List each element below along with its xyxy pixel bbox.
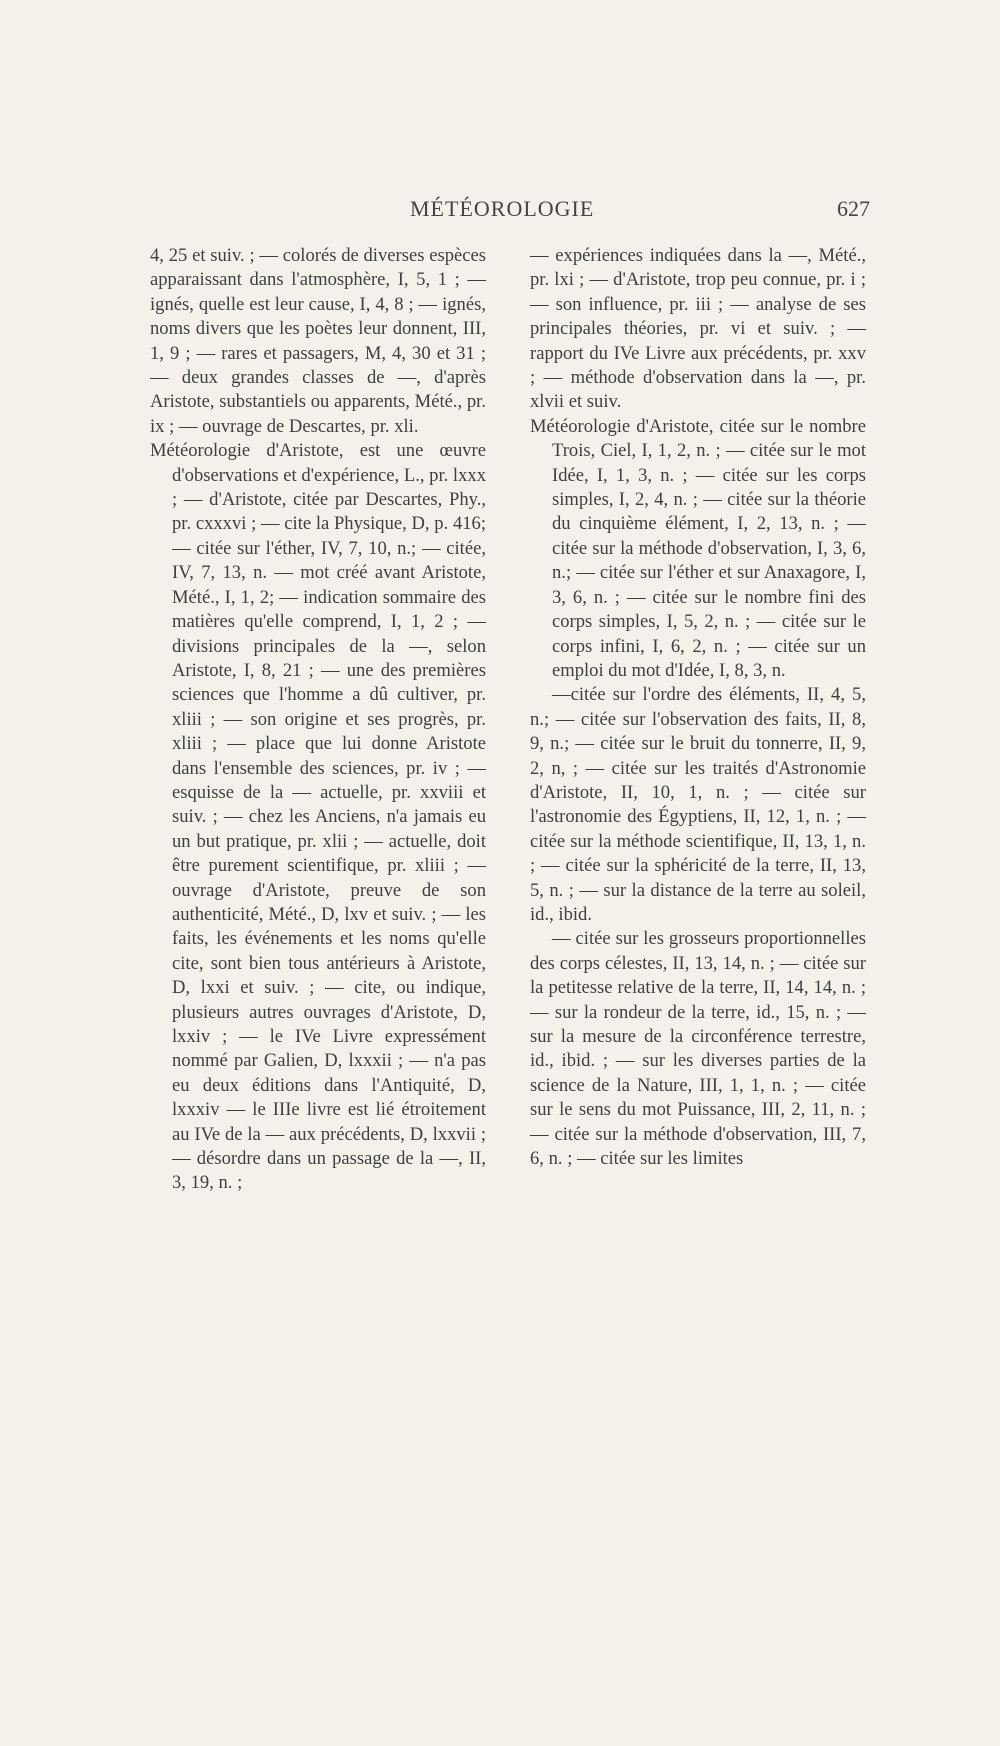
- index-entry-continuation: — expériences indiquées dans la —, Mété., pr. lxi ; — d'Aristote, trop peu connue, pr. i ; — son influence, pr. iii ; — analyse de ses principales théories, pr. vi et suiv. ; — rapport du IVe Livre aux précédents, pr. xxv ; — méthode d'observation dans la —, pr. xlvii et suiv.: [530, 245, 866, 413]
- index-entry-meteorologie-aristote-ciel: Météorologie d'Aristote, citée sur le nombre Trois, Ciel, I, 1, 2, n. ; — citée sur le mot Idée, I, 1, 3, n. ; — citée sur les corps simples, I, 2, 4, n. ; — citée sur la théorie du cinquième élément, I, 2, 13, n. ; — citée sur la méthode d'observation, I, 3, 6, n.; — citée sur l'éther et sur Anaxagore, I, 3, 6, n. ; — citée sur le nombre fini des corps simples, I, 5, 2, n. ; — citée sur le corps infini, I, 6, 2, n. ; — citée sur un emploi du mot d'Idée, I, 8, 3, n.: [530, 415, 866, 681]
- right-column: [530, 244, 866, 1171]
- page-title: MÉTÉOROLOGIE: [410, 196, 595, 221]
- index-entry-meteorologie-aristote: Météorologie d'Aristote, est une œuvre d'observations et d'expérience, L., pr. lxxx ; — d'Aristote, citée par Descartes, Phy., pr. cxxxvi ; — cite la Physique, D, p. 416; — citée sur l'éther, IV, 7, 10, n.; — citée, IV, 7, 13, n. — mot créé avant Aristote, Mété., I, 1, 2; — indication sommaire des matières qu'elle comprend, I, 1, 2 ; — divisions principales de la —, selon Aristote, I, 8, 21 ; — une des premières sciences que l'homme a dû cultiver, pr. xliii ; — son origine et ses progrès, pr. xliii ; — place que lui donne Aristote dans l'ensemble des sciences, pr. iv ; — esquisse de la — actuelle, pr. xxviii et suiv. ; — chez les Anciens, n'a jamais eu un but pratique, pr. xlii ; — actuelle, doit être purement scientifique, pr. xliii ; — ouvrage d'Aristote, preuve de son authenticité, Mété., D, lxv et suiv. ; — les faits, les événements et les noms qu'elle cite, sont bien tous antérieurs à Aristote, D, lxxi et suiv. ; — cite, ou indique, plusieurs autres ouvrages d'Aristote, D, lxxiv ; — le IVe Livre expressément nommé par Galien, D, lxxxii ; — n'a pas eu deux éditions dans l'Antiquité, D, lxxxiv — le IIIe livre est lié étroitement au IVe de la — aux précédents, D, lxxvii ; — désordre dans un passage de la —, II, 3, 19, n. ;: [150, 440, 486, 1194]
- index-entry-continuation: 4, 25 et suiv. ; — colorés de diverses espèces apparaissant dans l'atmosphère, I, 5, 1 ; — ignés, quelle est leur cause, I, 4, 8 ; — ignés, noms divers que les poètes leur donnent, III, 1, 9 ; — rares et passagers, M, 4, 30 et 31 ; — deux grandes classes de —, d'après Aristote, substantiels ou apparents, Mété., pr. ix ; — ouvrage de Descartes, pr. xli.: [150, 245, 486, 437]
- index-subentry: —citée sur l'ordre des éléments, II, 4, 5, n.; — citée sur l'observation des faits, II, 8, 9, n.; — citée sur le bruit du tonnerre, II, 9, 2, n, ; — citée sur les traités d'Astronomie d'Aristote, II, 10, 1, n. ; — citée sur l'astronomie des Égyptiens, II, 12, 1, n. ; — citée sur la méthode scientifique, II, 13, 1, n. ; — citée sur la sphéricité de la terre, II, 13, 5, n. ; — sur la distance de la terre au soleil, id., ibid.: [530, 684, 866, 925]
- running-head: [150, 196, 870, 224]
- index-subentry: — citée sur les grosseurs proportionnelles des corps célestes, II, 13, 14, n. ; — citée sur la petitesse relative de la terre, II, 14, 14, n. ; — sur la rondeur de la terre, id., 15, n. ; — sur la mesure de la circonférence terrestre, id., ibid. ; — sur les diverses parties de la science de la Nature, III, 1, 1, n. ; — citée sur le sens du mot Puissance, III, 2, 11, n. ; — citée sur la méthode d'observation, III, 7, 6, n. ; — citée sur les limites: [530, 928, 866, 1170]
- left-column: [150, 244, 486, 1196]
- page-number: 627: [837, 196, 870, 221]
